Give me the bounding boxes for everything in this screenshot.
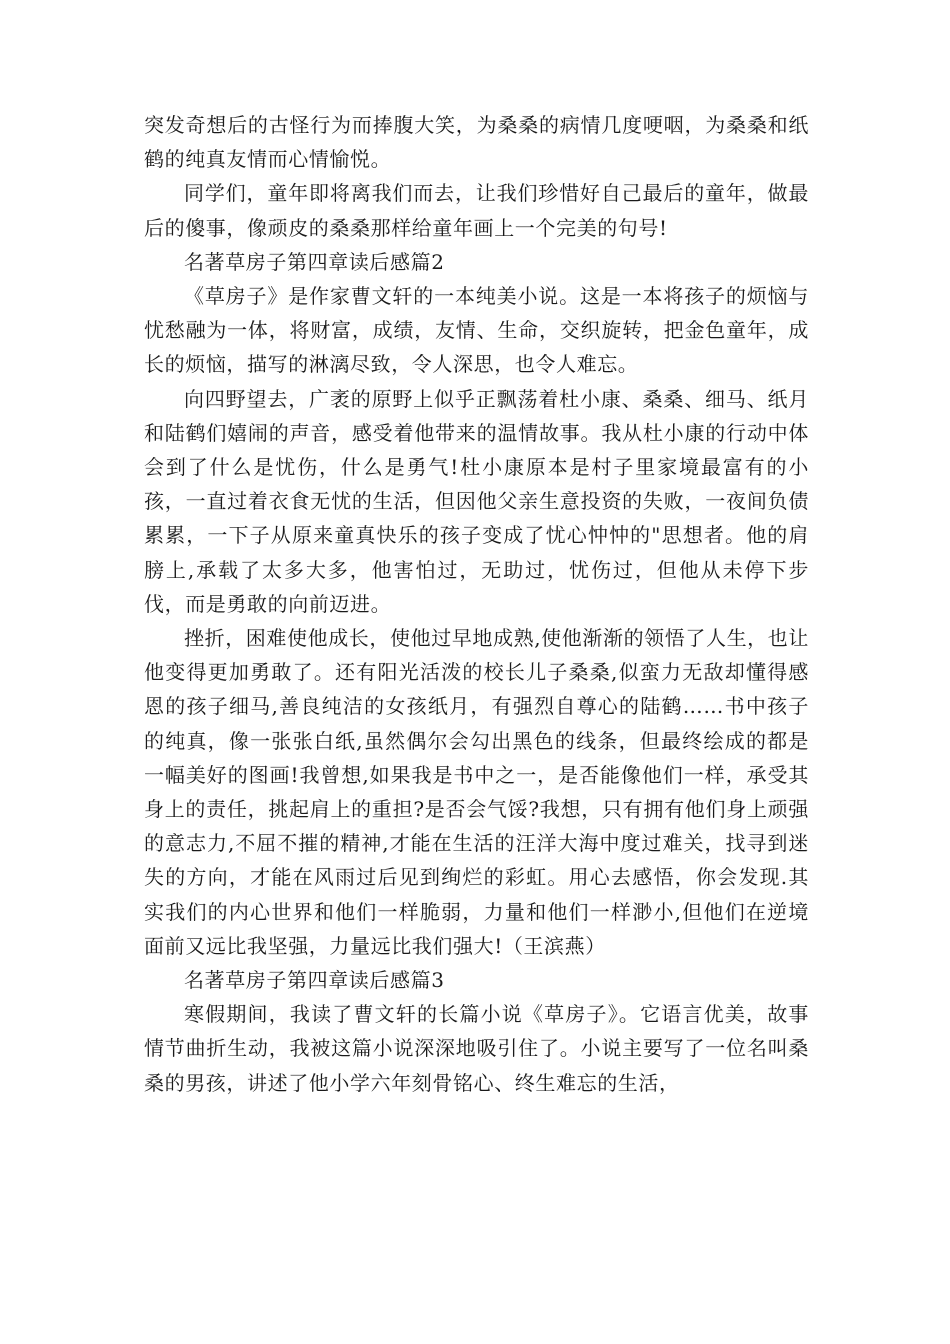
section-heading-3: 名著草房子第四章读后感篇3 xyxy=(184,968,445,993)
paragraph-intro-3: 寒假期间，我读了曹文轩的长篇小说《草房子》。它语言优美，故事情节曲折生动，我被这篇小说深深地吸引住了。小说主要写了一位名叫桑桑的男孩，讲述了他小学六年刻骨铭心、终生难忘的生活， xyxy=(144,1002,809,1095)
paragraph-setbacks: 挫折，困难使他成长，使他过早地成熟,使他渐渐的领悟了人生，也让他变得更加勇敢了。还有阳光活泼的校长儿子桑桑,似蛮力无敌却懂得感恩的孩子细马,善良纯洁的女孩纸月，有强烈自尊心的陆鹤……书中孩子的纯真，像一张张白纸,虽然偶尔会勾出黑色的线条，但最终绘成的都是一幅美好的图画!我曾想,如果我是书中之一，是否能像他们一样，承受其身上的责任，挑起肩上的重担?是否会气馁?我想，只有拥有他们身上顽强的意志力,不屈不摧的精神,才能在生活的汪洋大海中度过难关，找寻到迷失的方向，才能在风雨过后见到绚烂的彩虹。用心去感悟，你会发现.其实我们的内心世界和他们一样脆弱，力量和他们一样渺小,但他们在逆境面前又远比我坚强，力量远比我们强大!（王滨燕） xyxy=(144,626,809,958)
paragraph-intro-2: 《草房子》是作家曹文轩的一本纯美小说。这是一本将孩子的烦恼与忧愁融为一体，将财富，成绩，友情、生命，交织旋转，把金色童年，成长的烦恼，描写的淋漓尽致，令人深思，也令人难忘。 xyxy=(144,284,809,377)
paragraph-classmates: 同学们，童年即将离我们而去，让我们珍惜好自己最后的童年，做最后的傻事，像顽皮的桑桑那样给童年画上一个完美的句号! xyxy=(144,181,809,240)
document-page xyxy=(144,108,809,1100)
paragraph-continuation: 突发奇想后的古怪行为而捧腹大笑，为桑桑的病情几度哽咽，为桑桑和纸鹤的纯真友情而心情愉悦。 xyxy=(144,113,809,172)
paragraph-du-xiaokang: 向四野望去，广袤的原野上似乎正飘荡着杜小康、桑桑、细马、纸月和陆鹤们嬉闹的声音，感受着他带来的温情故事。我从杜小康的行动中体会到了什么是忧伤，什么是勇气!杜小康原本是村子里家境最富有的小孩，一直过着衣食无忧的生活，但因他父亲生意投资的失败，一夜间负债累累，一下子从原来童真快乐的孩子变成了忧心忡忡的"思想者。他的肩膀上,承载了太多大多，他害怕过，无助过，忧伤过，但他从未停下步伐，而是勇敢的向前迈进。 xyxy=(144,386,809,616)
section-heading-2: 名著草房子第四章读后感篇2 xyxy=(184,249,445,274)
